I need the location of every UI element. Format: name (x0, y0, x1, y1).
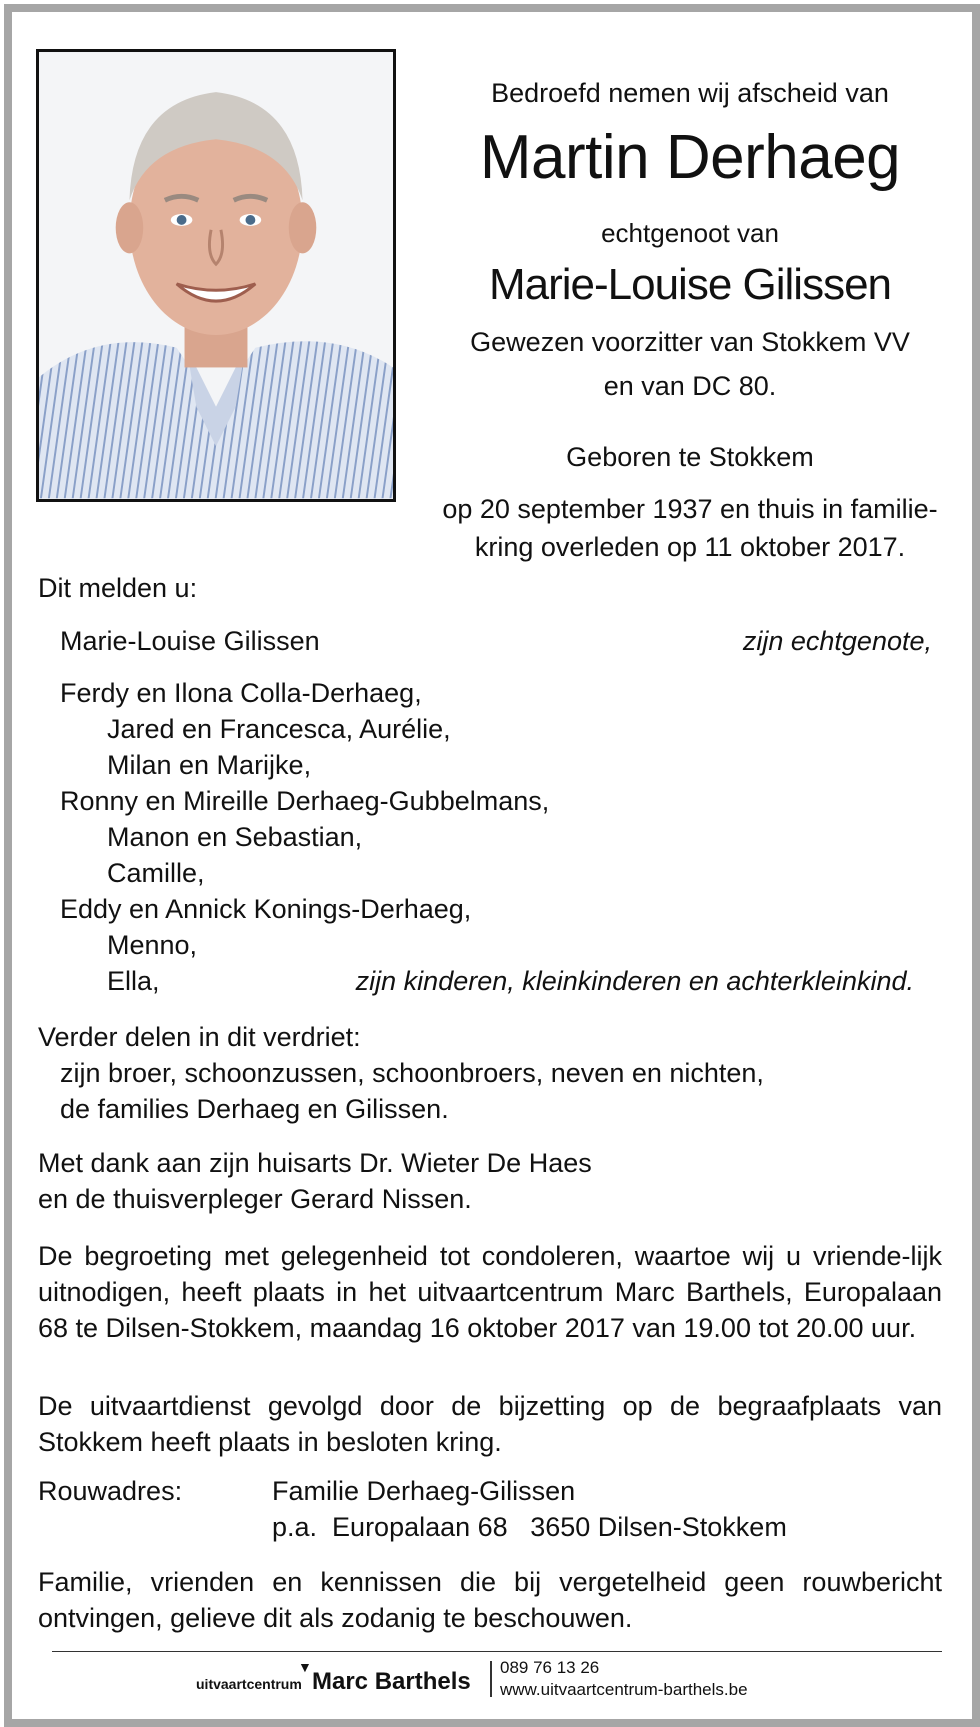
footer-divider (52, 1651, 942, 1652)
address-line-1: Familie Derhaeg-Gilissen (272, 1476, 576, 1506)
address-line-2: p.a. Europalaan 68 3650 Dilsen-Stokkem (272, 1512, 787, 1542)
portrait-photo (36, 49, 396, 502)
wife-name: Marie-Louise Gilissen (60, 626, 320, 656)
deceased-name: Martin Derhaeg (479, 123, 901, 192)
grief-line-1: zijn broer, schoonzussen, schoonbroers, neven en nichten, (60, 1058, 764, 1088)
website-link[interactable]: www.uitvaartcentrum-barthels.be (500, 1680, 748, 1699)
logo-triangle-icon: ▼ (298, 1659, 312, 1675)
role-line-2: en van DC 80. (603, 371, 777, 401)
address-label: Rouwadres: (38, 1476, 183, 1506)
ceremony-paragraph-1: De begroeting met gelegenheid tot condoleren, waartoe wij u vriende-lijk uitnodigen, heeft plaats in het uitvaartcentrum Marc Barthels, Europalaan 68 te Dilsen-Stokkem, maandag 16 oktober 2017 van 19.00 tot 20.00 uur. (38, 1241, 942, 1343)
family-line: Camille, (107, 858, 205, 888)
family-role: zijn kinderen, kleinkinderen en achterkleinkind. (355, 966, 914, 996)
grief-line-2: de families Derhaeg en Gilissen. (60, 1094, 449, 1124)
birth-death-dates (430, 490, 950, 566)
ceremony-paragraph-2: De uitvaartdienst gevolgd door de bijzetting op de begraafplaats van Stokkem heeft plaats in besloten kring. (38, 1391, 942, 1457)
closing-paragraph: Familie, vrienden en kennissen die bij vergetelheid geen rouwbericht ontvingen, gelieve dit als zodanig te beschouwen. (38, 1567, 942, 1633)
announce-lead: Dit melden u: (38, 573, 198, 603)
family-line: Manon en Sebastian, (107, 822, 363, 852)
logo-small-text: uitvaartcentrum (196, 1676, 302, 1692)
logo-brand-name: Marc Barthels (312, 1668, 471, 1695)
family-line: Ronny en Mireille Derhaeg-Gubbelmans, (60, 786, 550, 816)
phone-number: 089 76 13 26 (500, 1658, 600, 1677)
family-line: Eddy en Annick Konings-Derhaeg, (60, 894, 472, 924)
family-line: Ella, (107, 966, 160, 996)
family-line: Milan en Marijke, (107, 750, 312, 780)
birth-place: Geboren te Stokkem (566, 442, 814, 472)
family-line: Ferdy en Ilona Colla-Derhaeg, (60, 678, 422, 708)
family-line: Jared en Francesca, Aurélie, (107, 714, 451, 744)
thanks-line-1: Met dank aan zijn huisarts Dr. Wieter De Haes (38, 1148, 592, 1178)
dates-line-1: op 20 september 1937 en thuis in familie- (442, 494, 938, 524)
thanks-line-2: en de thuisverpleger Gerard Nissen. (38, 1184, 472, 1214)
dates-line-2: kring overleden op 11 oktober 2017. (474, 532, 906, 562)
intro-text: Bedroefd nemen wij afscheid van (491, 78, 889, 108)
grief-lead: Verder delen in dit verdriet: (38, 1022, 361, 1052)
spouse-name: Marie-Louise Gilissen (488, 260, 892, 309)
family-line: Menno, (107, 930, 198, 960)
footer-separator (490, 1661, 492, 1697)
wife-role: zijn echtgenote, (742, 626, 932, 656)
role-line-1: Gewezen voorzitter van Stokkem VV (470, 327, 910, 357)
spouse-label: echtgenoot van (601, 218, 779, 248)
